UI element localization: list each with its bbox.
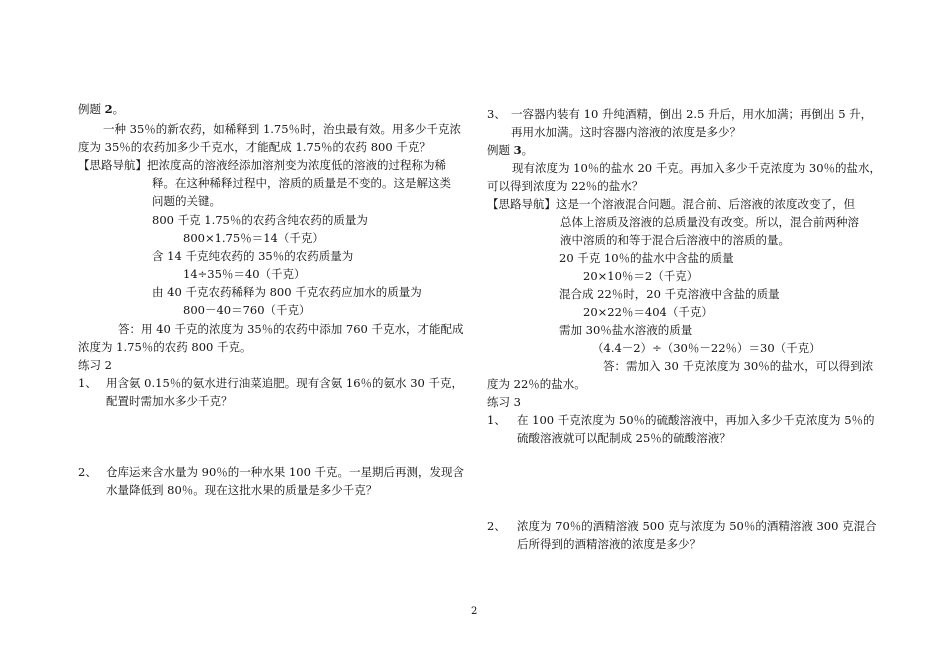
hint-tag: 【思路导航】 (487, 197, 556, 211)
practice3-heading: 练习 3 (487, 395, 521, 409)
page-number: 2 (471, 606, 478, 617)
practice-item-line: 硫酸溶液就可以配制成 25％的硫酸溶液？ (517, 431, 731, 445)
solution-formula: （4.4－2）÷（30％－22％）＝30（千克） (592, 341, 821, 355)
example2-heading: 例题 2。 (78, 102, 125, 116)
hint-line: 【思路导航】把浓度高的溶液经添加溶剂变为浓度低的溶液的过程称为稀 (78, 158, 446, 172)
item3-line: 一容器内装有 10 升纯酒精，倒出 2.5 升后，用水加满；再倒出 5 升， (511, 107, 873, 121)
practice-item-number: 1、 (487, 413, 506, 427)
answer-line: 答：用 40 千克的浓度为 35％的农药中添加 760 千克水，才能配成 (118, 322, 464, 336)
example3-heading: 例题 3。 (487, 143, 534, 157)
practice-item-number: 2、 (78, 465, 97, 479)
answer-line: 度为 22％的盐水。 (487, 377, 586, 391)
practice-item-line: 在 100 千克浓度为 50％的硫酸溶液中，再加入多少千克浓度为 5％的 (517, 413, 875, 427)
hint-line: 液中溶质的和等于混合后溶液中的溶质的量。 (560, 233, 790, 247)
practice-item-line: 仓库运来含水量为 90％的一种水果 100 千克。一星期后再测，发现含 (106, 465, 465, 479)
solution-step: 需加 30％盐水溶液的质量 (559, 323, 693, 337)
hint-line: 问题的关键。 (152, 194, 221, 208)
practice-item-number: 2、 (487, 519, 506, 533)
example3-problem-line: 现有浓度为 10％的盐水 20 千克。再加入多少千克浓度为 30％的盐水， (512, 161, 882, 175)
example3-problem-line: 可以得到浓度为 22％的盐水？ (487, 179, 644, 193)
item3-number: 3、 (487, 107, 506, 121)
solution-step: 20 千克 10％的盐水中含盐的质量 (559, 251, 734, 265)
practice-item-line: 用含氨 0.15％的氨水进行油菜追肥。现有含氨 16％的氨水 30 千克， (106, 376, 463, 390)
answer-line: 浓度为 1.75％的农药 800 千克。 (78, 340, 252, 354)
practice-item-line: 水量降低到 80％。现在这批水果的质量是多少千克？ (106, 483, 378, 497)
example2-problem-line: 一种 35％的新农药，如稀释到 1.75％时，治虫最有效。用多少千克浓 (103, 122, 462, 136)
hint-tag: 【思路导航】 (78, 158, 147, 172)
practice-item-number: 1、 (78, 376, 97, 390)
practice-item-line: 浓度为 70％的酒精溶液 500 克与浓度为 50％的酒精溶液 300 克混合 (517, 519, 877, 533)
practice-item-line: 后所得到的酒精溶液的浓度是多少？ (517, 537, 701, 551)
item3-line: 再用水加满。这时容器内溶液的浓度是多少？ (511, 125, 741, 139)
solution-formula: 14÷35％＝40（千克） (183, 267, 306, 281)
hint-line: 总体上溶质及溶液的总质量没有改变。所以，混合前两种溶 (560, 215, 859, 229)
solution-step: 含 14 千克纯农药的 35％的农药质量为 (152, 249, 354, 263)
solution-formula: 800×1.75％＝14（千克） (183, 231, 324, 245)
solution-step: 800 千克 1.75％的农药含纯农药的质量为 (152, 213, 368, 227)
practice-item-line: 配置时需加水多少千克？ (106, 394, 233, 408)
solution-step: 由 40 千克农药稀释为 800 千克农药应加水的质量为 (152, 285, 422, 299)
hint-line: 释。在这种稀释过程中，溶质的质量是不变的。这是解这类 (152, 176, 451, 190)
answer-line: 答：需加入 30 千克浓度为 30％的盐水，可以得到浓 (603, 359, 874, 373)
solution-formula: 800－40＝760（千克） (183, 303, 311, 317)
solution-step: 混合成 22％时，20 千克溶液中含盐的质量 (559, 287, 780, 301)
practice2-heading: 练习 2 (78, 358, 112, 372)
solution-formula: 20×10％＝2（千克） (583, 269, 699, 283)
example2-problem-line: 度为 35％的农药加多少千克水，才能配成 1.75％的农药 800 千克？ (78, 140, 431, 154)
solution-formula: 20×22％＝404（千克） (583, 305, 713, 319)
hint-line: 【思路导航】这是一个溶液混合问题。混合前、后溶液的浓度改变了，但 (487, 197, 855, 211)
